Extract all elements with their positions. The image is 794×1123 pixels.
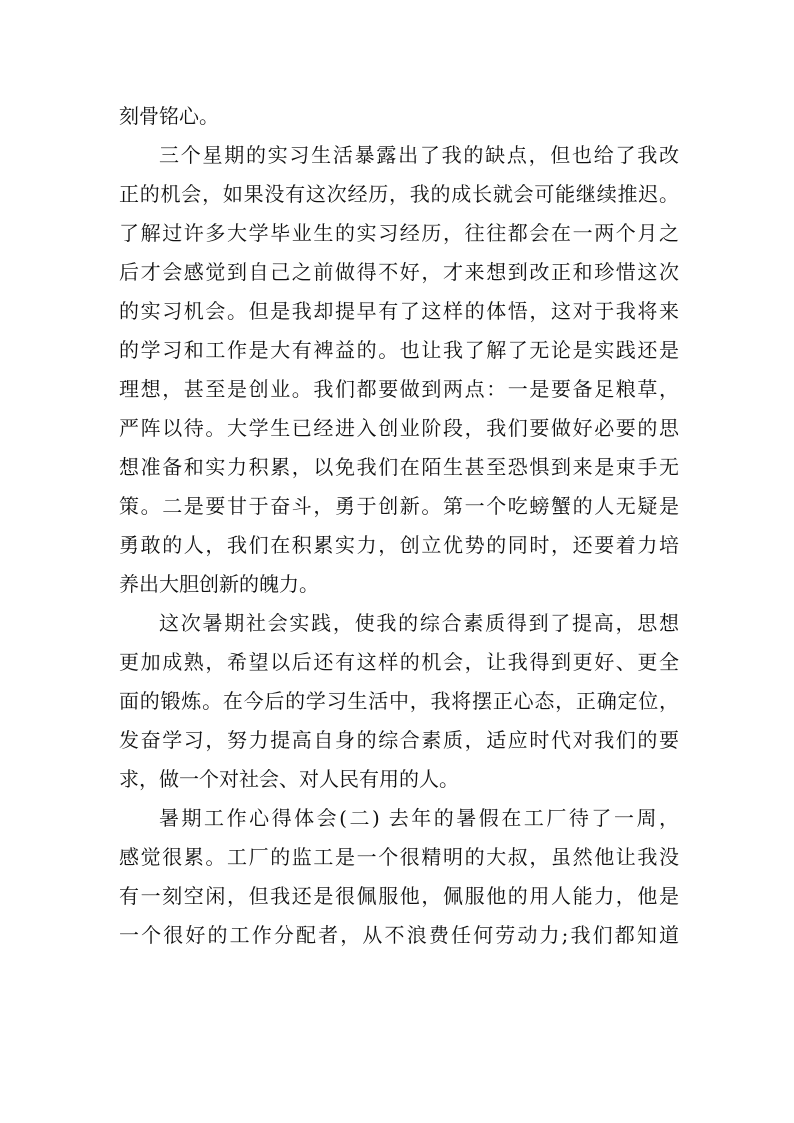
text-line: 面的锻炼。在今后的学习生活中，我将摆正心态，正确定位， bbox=[119, 689, 679, 713]
text-line: 理想，甚至是创业。我们都要做到两点：一是要备足粮草， bbox=[119, 377, 679, 401]
text-line: 的实习机会。但是我却提早有了这样的体悟，这对于我将来 bbox=[119, 299, 679, 323]
text-line: 发奋学习，努力提高自身的综合素质，适应时代对我们的要 bbox=[119, 728, 679, 752]
text-line: 求，做一个对社会、对人民有用的人。 bbox=[119, 767, 459, 791]
text-line: 了解过许多大学毕业生的实习经历，往往都会在一两个月之 bbox=[119, 221, 679, 245]
paragraph-first-line: 三个星期的实习生活暴露出了我的缺点，但也给了我改 bbox=[159, 143, 679, 167]
text-line: 正的机会，如果没有这次经历，我的成长就会可能继续推迟。 bbox=[119, 182, 679, 206]
text-line: 后才会感觉到自己之前做得不好，才来想到改正和珍惜这次 bbox=[119, 260, 679, 284]
text-line: 刻骨铭心。 bbox=[119, 104, 219, 128]
text-line: 策。二是要甘于奋斗，勇于创新。第一个吃螃蟹的人无疑是 bbox=[119, 494, 679, 518]
paragraph-first-line: 这次暑期社会实践，使我的综合素质得到了提高，思想 bbox=[159, 611, 679, 635]
text-line: 严阵以待。大学生已经进入创业阶段，我们要做好必要的思 bbox=[119, 416, 679, 440]
text-line: 勇敢的人，我们在积累实力，创立优势的同时，还要着力培 bbox=[119, 533, 679, 557]
paragraph-first-line: 暑期工作心得体会(二) 去年的暑假在工厂待了一周， bbox=[159, 806, 679, 830]
text-line: 一个很好的工作分配者，从不浪费任何劳动力;我们都知道 bbox=[119, 923, 679, 947]
text-line: 有一刻空闲，但我还是很佩服他，佩服他的用人能力，他是 bbox=[119, 884, 679, 908]
text-line: 养出大胆创新的魄力。 bbox=[119, 572, 319, 596]
text-line: 的学习和工作是大有裨益的。也让我了解了无论是实践还是 bbox=[119, 338, 679, 362]
text-line: 更加成熟，希望以后还有这样的机会，让我得到更好、更全 bbox=[119, 650, 679, 674]
text-line: 感觉很累。工厂的监工是一个很精明的大叔，虽然他让我没 bbox=[119, 845, 679, 869]
text-line: 想准备和实力积累，以免我们在陌生甚至恐惧到来是束手无 bbox=[119, 455, 679, 479]
document-body bbox=[119, 97, 679, 955]
